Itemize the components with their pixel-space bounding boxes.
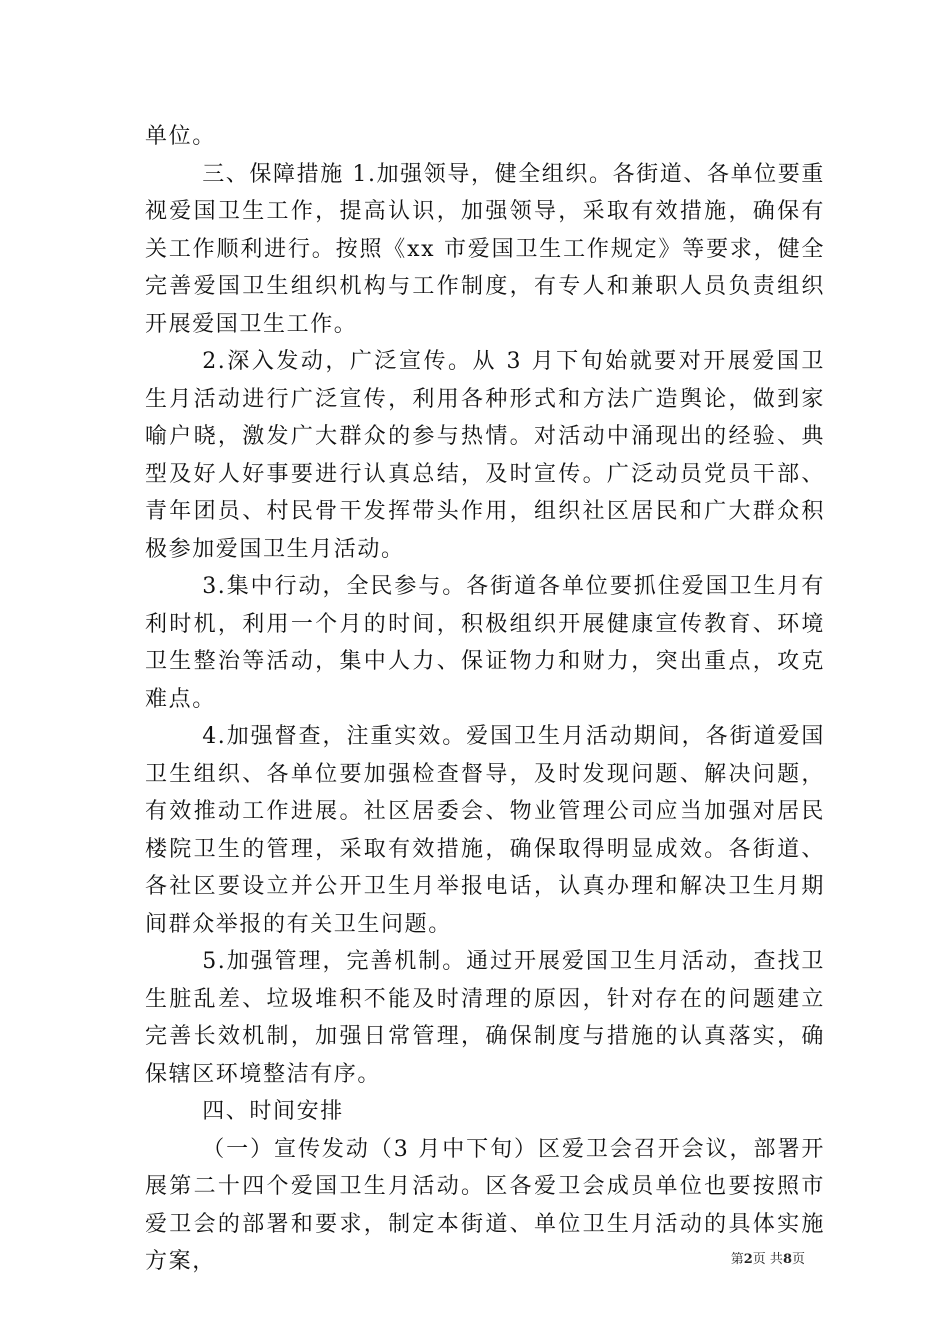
section-heading-schedule: 四、时间安排 [202, 1099, 344, 1124]
paragraph-safeguard-measures: 三、保障措施 1.加强领导，健全组织。各街道、各单位要重视爱国卫生工作，提高认识，加强领导，采取有效措施，确保有关工作顺利进行。按照《xx 市爱国卫生工作规定》等要求，健全完善爱国卫生组织机构与工作制度，有专人和兼职人员负责组织开展爱国卫生工作。 [145, 161, 825, 337]
paragraph-schedule-publicity: （一）宣传发动（3 月中下旬）区爱卫会召开会议，部署开展第二十四个爱国卫生月活动。区各爱卫会成员单位也要按照市爱卫会的部署和要求，制定本街道、单位卫生月活动的具体实施方案， [145, 1136, 825, 1274]
footer-suffix: 页 [791, 1252, 805, 1267]
document-body [145, 118, 825, 1281]
footer-middle: 页 共 [752, 1252, 783, 1267]
footer-current-page: 2 [743, 1252, 753, 1267]
paragraph-supervision: 4.加强督查，注重实效。爱国卫生月活动期间，各街道爱国卫生组织、各单位要加强检查督导，及时发现问题、解决问题，有效推动工作进展。社区居委会、物业管理公司应当加强对居民楼院卫生的管理，采取有效措施，确保取得明显成效。各街道、各社区要设立并公开卫生月举报电话，认真办理和解决卫生月期间群众举报的有关卫生问题。 [145, 724, 825, 937]
paragraph-continuation: 单位。 [145, 124, 216, 149]
footer-prefix: 第 [730, 1252, 744, 1267]
paragraph-concentrated-action: 3.集中行动，全民参与。各街道各单位要抓住爱国卫生月有利时机，利用一个月的时间，积极组织开展健康宣传教育、环境卫生整治等活动，集中人力、保证物力和财力，突出重点，攻克难点。 [145, 574, 825, 712]
paragraph-management: 5.加强管理，完善机制。通过开展爱国卫生月活动，查找卫生脏乱差、垃圾堆积不能及时清理的原因，针对存在的问题建立完善长效机制，加强日常管理，确保制度与措施的认真落实，确保辖区环境整洁有序。 [145, 949, 825, 1087]
page-number-footer [731, 1248, 805, 1267]
footer-total-pages: 8 [782, 1252, 792, 1267]
paragraph-publicity: 2.深入发动，广泛宣传。从 3 月下旬始就要对开展爱国卫生月活动进行广泛宣传，利用各种形式和方法广造舆论，做到家喻户晓，激发广大群众的参与热情。对活动中涌现出的经验、典型及好人好事要进行认真总结，及时宣传。广泛动员党员干部、青年团员、村民骨干发挥带头作用，组织社区居民和广大群众积极参加爱国卫生月活动。 [145, 349, 825, 562]
